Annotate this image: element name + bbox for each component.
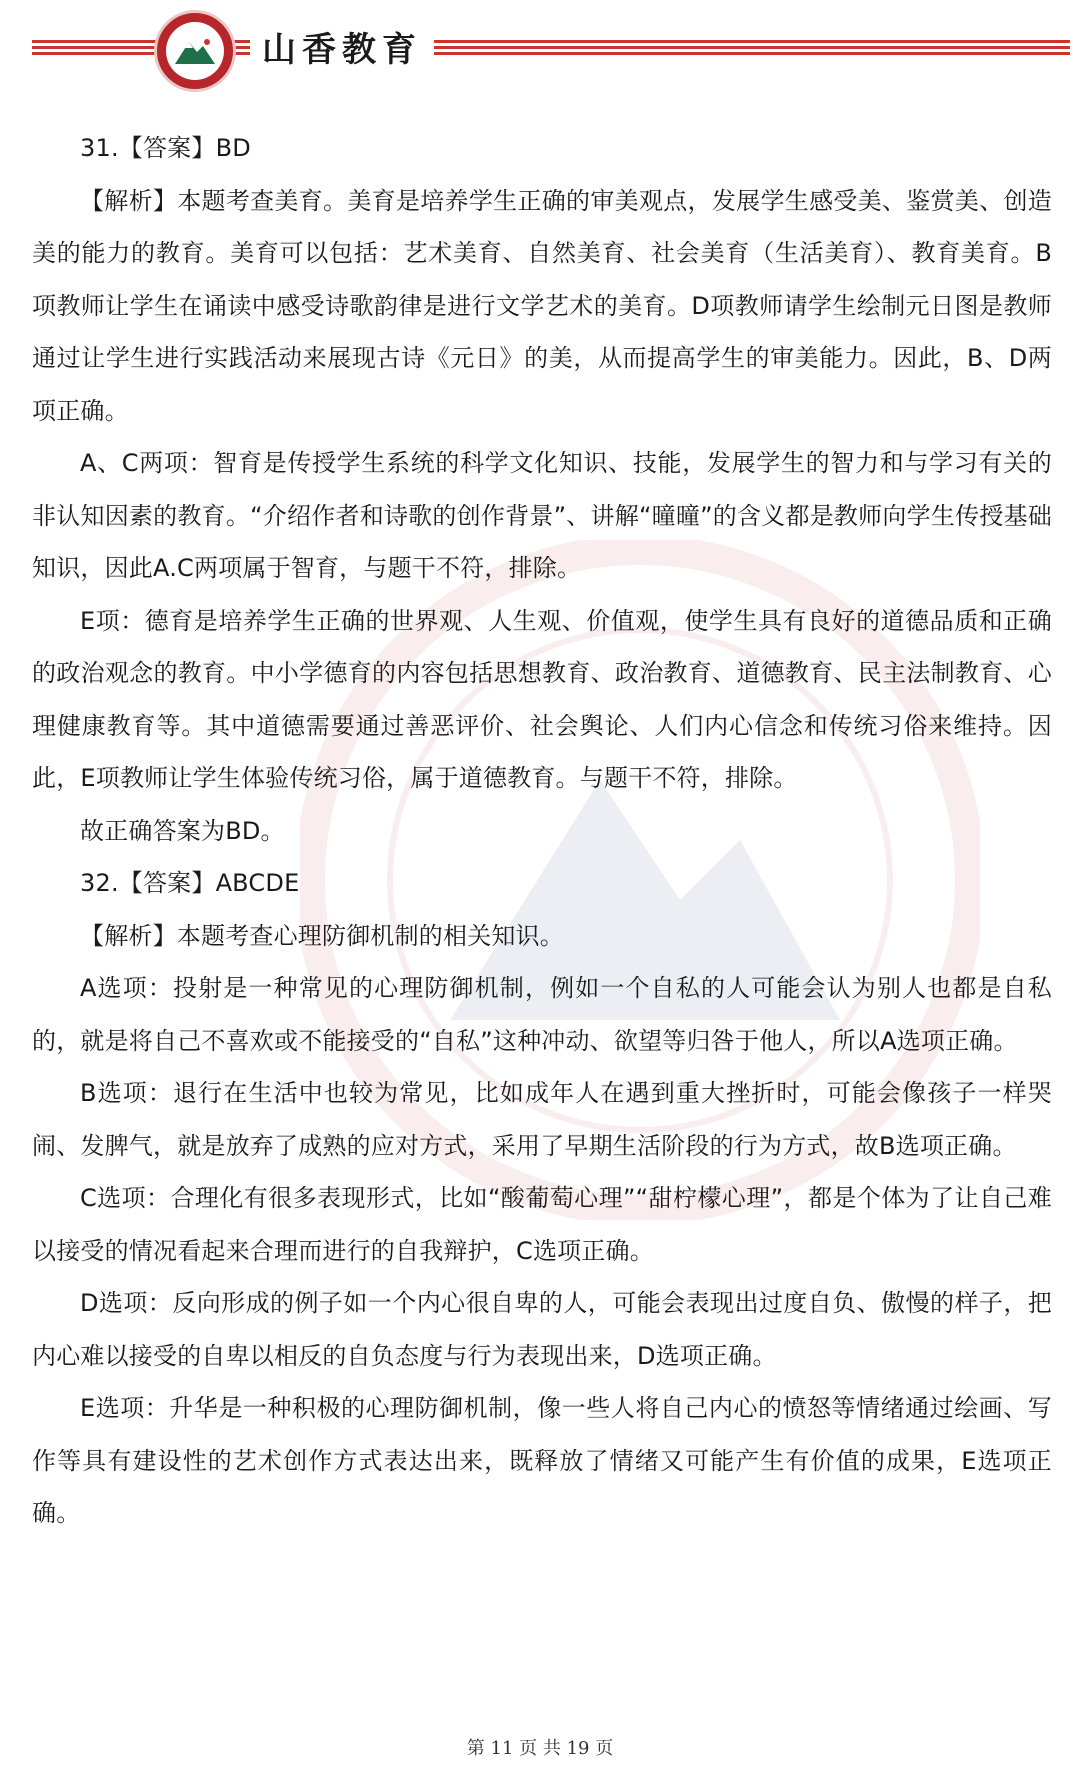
answer-32-option-a: A选项：投射是一种常见的心理防御机制，例如一个自私的人可能会认为别人也都是自私的，就是将自己不喜欢或不能接受的“自私”这种冲动、欲望等归咎于他人，所以A选项正确。 — [32, 974, 1052, 1055]
answer-32-option-b: B选项：退行在生活中也较为常见，比如成年人在遇到重大挫折时，可能会像孩子一样哭闹、发脾气，就是放弃了成熟的应对方式，采用了早期生活阶段的行为方式，故B选项正确。 — [32, 1079, 1052, 1160]
answer-32-heading: 32.【答案】ABCDE — [80, 869, 300, 897]
answer-31-heading: 31.【答案】BD — [80, 134, 251, 162]
answer-32-analysis: 【解析】本题考查心理防御机制的相关知识。 — [80, 921, 564, 950]
answer-32-option-c: C选项：合理化有很多表现形式，比如“酸葡萄心理”“甜柠檬心理”，都是个体为了让自己难以接受的情况看起来合理而进行的自我辩护，C选项正确。 — [32, 1184, 1052, 1265]
answer-31-conclusion: 故正确答案为BD。 — [80, 816, 285, 845]
answer-32-option-e: E选项：升华是一种积极的心理防御机制，像一些人将自己内心的愤怒等情绪通过绘画、写作等具有建设性的艺术创作方式表达出来，既释放了情绪又可能产生有价值的成果，E选项正确。 — [32, 1394, 1052, 1527]
page-number: 第 11 页 共 19 页 — [466, 1738, 614, 1759]
brand-title: 山香教育 — [250, 22, 434, 78]
document-body — [32, 122, 1052, 1540]
mountain-icon — [173, 36, 217, 66]
answer-31-analysis: 【解析】本题考查美育。美育是培养学生正确的审美观点，发展学生感受美、鉴赏美、创造美的能力的教育。美育可以包括：艺术美育、自然美育、社会美育（生活美育）、教育美育。B项教师让学生在诵读中感受诗歌韵律是进行文学艺术的美育。D项教师请学生绘制元日图是教师通过让学生进行实践活动来展现古诗《元日》的美，从而提高学生的审美能力。因此，B、D两项正确。 — [32, 186, 1052, 425]
page-header — [0, 0, 1080, 110]
answer-32-option-d: D选项：反向形成的例子如一个内心很自卑的人，可能会表现出过度自负、傲慢的样子，把内心难以接受的自卑以相反的自负态度与行为表现出来，D选项正确。 — [32, 1289, 1052, 1370]
answer-31-option-ac: A、C两项：智育是传授学生系统的科学文化知识、技能，发展学生的智力和与学习有关的非认知因素的教育。“介绍作者和诗歌的创作背景”、讲解“曈曈”的含义都是教师向学生传授基础知识，因此A.C两项属于智育，与题干不符，排除。 — [32, 449, 1052, 582]
answer-31-option-e: E项：德育是培养学生正确的世界观、人生观、价值观，使学生具有良好的道德品质和正确的政治观念的教育。中小学德育的内容包括思想教育、政治教育、道德教育、民主法制教育、心理健康教育等。其中道德需要通过善恶评价、社会舆论、人们内心信念和传统习俗来维持。因此，E项教师让学生体验传统习俗，属于道德教育。与题干不符，排除。 — [32, 606, 1052, 792]
brand-logo — [154, 10, 236, 92]
